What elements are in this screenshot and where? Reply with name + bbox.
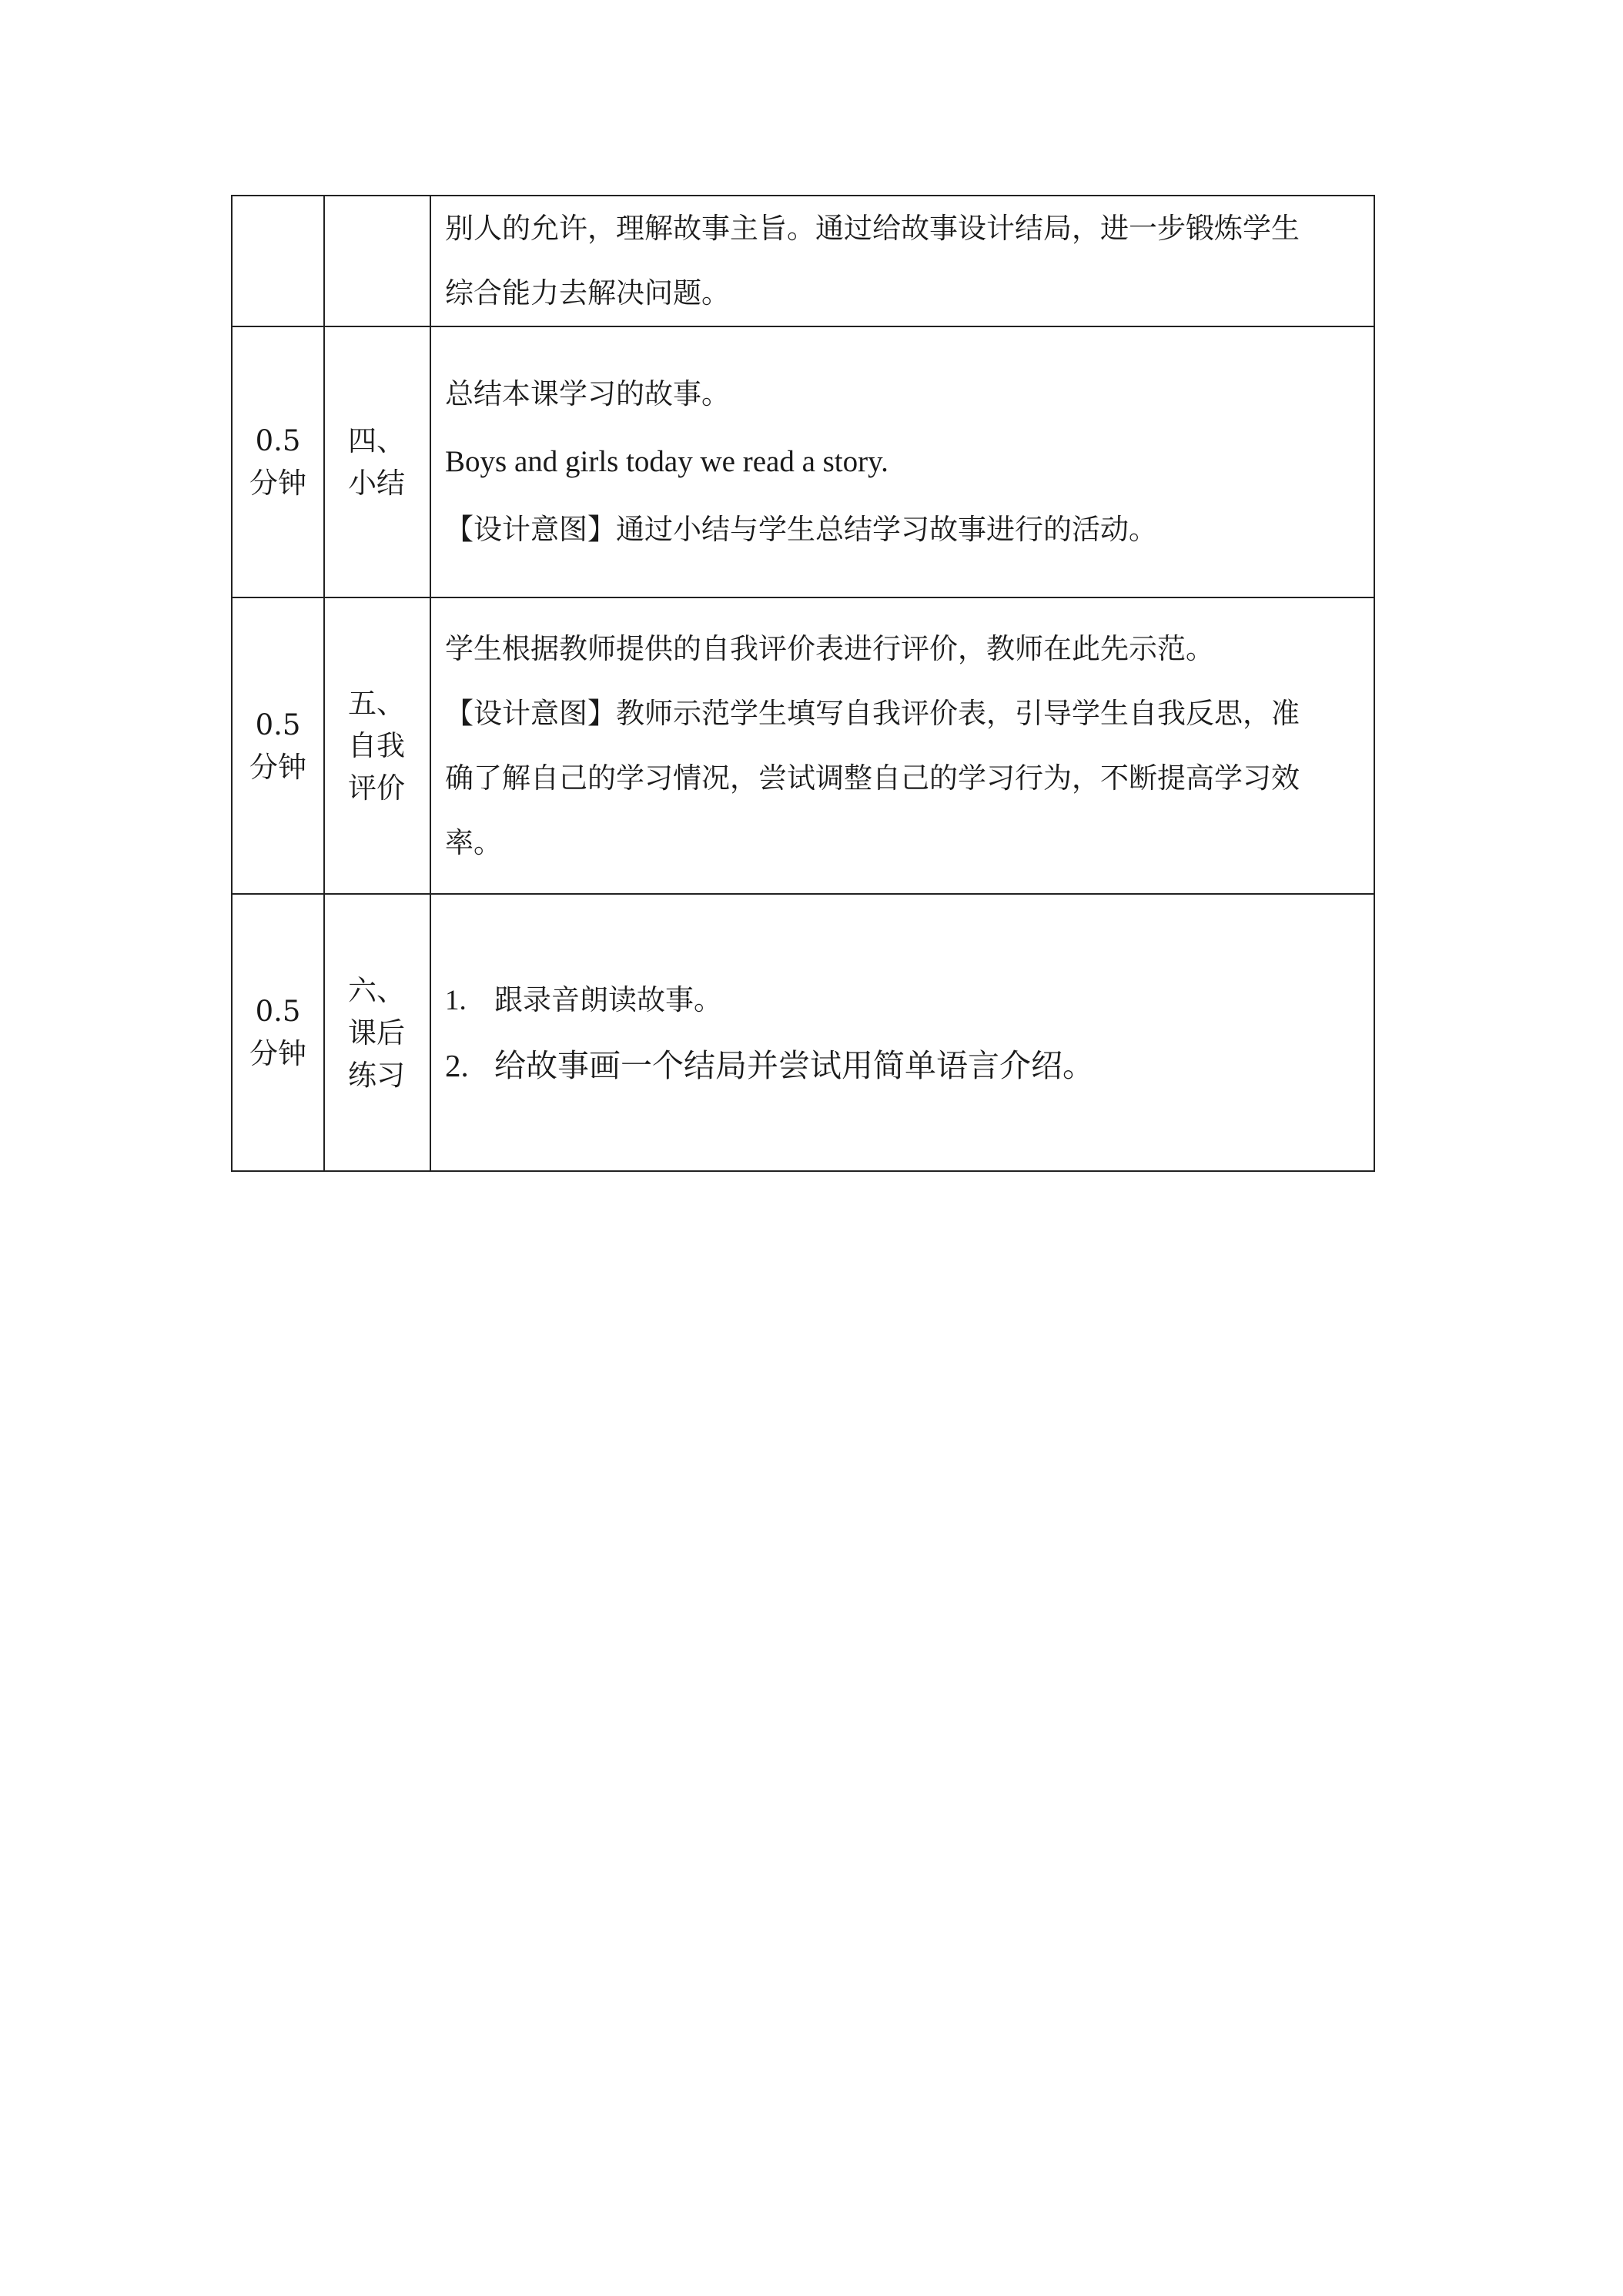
list-number: 1. [445,984,467,1016]
list-number: 2. [445,1047,469,1083]
design-intent: 确了解自己的学习情况，尝试调整自己的学习行为，不断提高学习效 [445,761,1300,795]
time-value: 0.5 [255,708,301,741]
table-row [232,894,1374,1171]
content-paragraph: 综合能力去解决问题。 [445,276,730,310]
content-paragraph: 总结本课学习的故事。 [445,377,730,410]
content-cell [430,196,1374,326]
step-cell [324,326,430,597]
list-text: 给故事画一个结局并尝试用简单语言介绍。 [494,1046,1094,1084]
list-item [445,1033,1360,1098]
table-row [232,196,1374,326]
step-number: 六、 [348,973,405,1007]
time-cell [232,894,324,1171]
content-paragraph: 别人的允许，理解故事主旨。通过给故事设计结局，进一步锻炼学生 [445,212,1300,245]
content-paragraph: 学生根据教师提供的自我评价表进行评价，教师在此先示范。 [445,631,1214,665]
step-cell [324,196,430,326]
design-intent: 率。 [445,825,502,859]
content-cell [430,326,1374,597]
step-title: 自我 [348,729,405,762]
step-title: 练习 [348,1058,405,1092]
content-cell [430,597,1374,894]
step-title: 课后 [348,1016,405,1049]
list-text: 跟录音朗读故事。 [494,982,722,1016]
step-cell [324,597,430,894]
table-row [232,326,1374,597]
step-number: 五、 [348,687,405,720]
content-cell [430,894,1374,1171]
time-value: 0.5 [255,424,301,457]
content-paragraph: Boys and girls today we read a story. [445,445,888,478]
time-cell [232,326,324,597]
design-intent: 【设计意图】教师示范学生填写自我评价表，引导学生自我反思，准 [445,696,1300,730]
time-cell [232,196,324,326]
design-intent: 【设计意图】通过小结与学生总结学习故事进行的活动。 [445,513,1157,546]
time-value: 0.5 [255,995,301,1028]
time-unit: 分钟 [249,467,306,500]
step-title: 小结 [348,467,405,500]
list-item [445,968,1360,1033]
time-cell [232,597,324,894]
time-unit: 分钟 [249,750,306,784]
homework-list [445,968,1360,1098]
time-unit: 分钟 [249,1037,306,1070]
step-cell [324,894,430,1171]
lesson-plan-table [231,195,1375,1172]
step-title: 评价 [348,771,405,805]
table-row [232,597,1374,894]
step-number: 四、 [348,424,405,457]
